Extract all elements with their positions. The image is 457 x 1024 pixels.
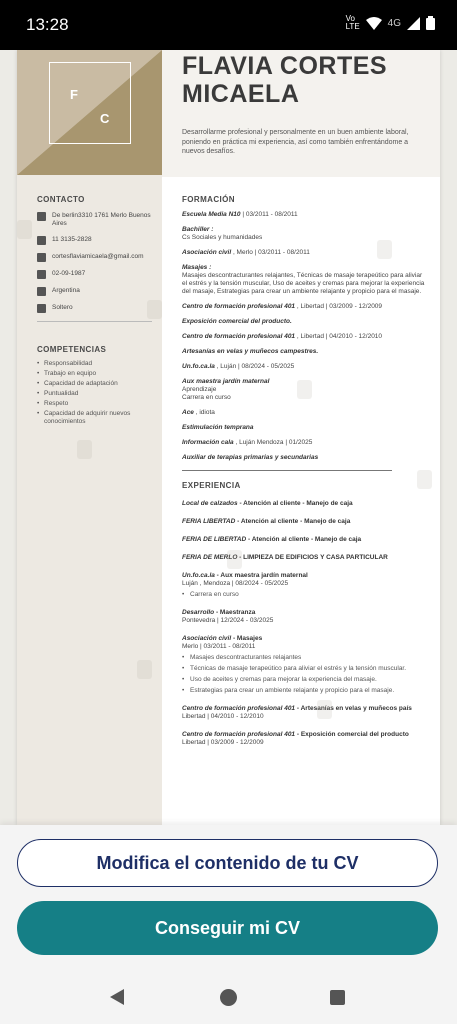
experience-heading xyxy=(182,500,353,507)
cv-document xyxy=(17,50,440,825)
cv-header xyxy=(162,50,440,177)
education-entry xyxy=(182,439,427,447)
education-school xyxy=(182,211,241,218)
status-icons xyxy=(346,15,435,31)
education-entry xyxy=(182,264,427,296)
education-meta: , Merlo | 03/2011 - 08/2011 xyxy=(231,249,310,256)
experience-heading xyxy=(182,518,350,525)
cv-main xyxy=(182,195,427,747)
cv-name xyxy=(182,52,387,108)
experience-role: - LIMPIEZA DE EDIFICIOS Y CASA PARTICULAR xyxy=(237,554,388,561)
education-school-name: Asociación civil xyxy=(182,249,232,256)
experience-entry xyxy=(182,635,427,695)
initials-frame xyxy=(49,62,131,144)
get-cv-button[interactable]: Conseguir mi CV xyxy=(17,901,438,955)
experience-role: - Atención al cliente - Manejo de caja xyxy=(235,518,351,525)
education-school xyxy=(182,378,269,385)
experience-entry xyxy=(182,609,427,625)
education-meta: | 03/2011 - 08/2011 xyxy=(240,211,298,218)
education-school-name: Ace xyxy=(182,409,194,416)
experience-role: - Masajes xyxy=(231,635,263,642)
experience-entry xyxy=(182,500,427,508)
status-bar xyxy=(0,0,457,50)
experience-entry xyxy=(182,554,427,562)
experience-role: - Artesanías en velas y muñecos país xyxy=(295,705,412,712)
education-school xyxy=(182,318,292,325)
education-school-name: Aux maestra jardín maternal xyxy=(182,378,270,385)
education-school-name: Centro de formación profesional 401 xyxy=(182,303,296,310)
education-school-name: Bachiller : xyxy=(182,226,214,233)
watermark-icon xyxy=(137,660,152,679)
watermark-icon xyxy=(317,700,332,719)
cv-name-line2: MICAELA xyxy=(182,80,300,108)
experience-bullet: • Técnicas de masaje terapeútico para aliviar el estrés y la tensión muscular. xyxy=(182,665,427,673)
education-school xyxy=(182,249,231,256)
education-school xyxy=(182,454,318,461)
calendar-icon xyxy=(37,270,46,279)
experience-heading xyxy=(182,554,388,561)
skill-item: • Capacidad de adquirir nuevos conocimientos xyxy=(37,410,152,426)
experience-meta: Libertad | 04/2010 - 12/2010 xyxy=(182,713,264,720)
action-panel xyxy=(0,825,457,970)
experience-bullet: • Uso de aceites y cremas para mejorar la experiencia del masaje. xyxy=(182,676,427,684)
experience-heading xyxy=(182,635,262,642)
education-entry xyxy=(182,303,427,311)
experience-heading xyxy=(182,609,255,616)
education-school-name: Masajes : xyxy=(182,264,212,271)
experience-title: FERIA DE MERLO xyxy=(182,554,238,561)
education-school xyxy=(182,264,211,271)
contact-row xyxy=(37,304,152,313)
watermark-icon xyxy=(147,300,162,319)
experience-title: Centro de formación profesional 401 xyxy=(182,705,296,712)
contact-divider xyxy=(37,321,152,322)
skill-item: • Puntualidad xyxy=(37,390,152,398)
education-entry xyxy=(182,409,427,417)
battery-icon xyxy=(426,16,435,30)
flag-icon xyxy=(37,287,46,296)
education-school-name: Estimulación temprana xyxy=(182,424,254,431)
experience-title: Un.fo.ca.la xyxy=(182,572,215,579)
skill-item: • Trabajo en equipo xyxy=(37,370,152,378)
education-entry xyxy=(182,348,427,356)
location-icon xyxy=(37,212,46,221)
contact-row xyxy=(37,236,152,245)
education-school-name: Escuela Media N10 xyxy=(182,211,241,218)
education-entry xyxy=(182,424,427,432)
contact-text: Argentina xyxy=(52,287,80,294)
contact-row xyxy=(37,253,152,262)
skills-title: COMPETENCIAS xyxy=(37,345,107,354)
experience-role: - Atención al cliente - Manejo de caja xyxy=(246,536,362,543)
experience-heading xyxy=(182,705,412,712)
cv-name-line1: FLAVIA CORTES xyxy=(182,52,388,80)
cv-preview-area[interactable] xyxy=(0,50,457,825)
education-line: Masajes descontracturantes relajantes, Técnicas de masaje terapeútico para aliviar el estrés y la tensión muscular, Uso de aceites y cremas para mejorar la experiencia del masaje, Estrategias para crear un ambiente relajante y propicio para el masaje. xyxy=(182,272,425,295)
skill-item: • Capacidad de adaptación xyxy=(37,380,152,388)
network-label: 4G xyxy=(387,17,401,29)
education-school xyxy=(182,348,318,355)
experience-title: Asociación civil xyxy=(182,635,232,642)
experience-title: Local de calzados xyxy=(182,500,238,507)
contact-text: cortesflaviamicaela@gmail.com xyxy=(52,253,144,260)
contact-title: CONTACTO xyxy=(37,195,85,204)
initial-last: C xyxy=(100,111,110,126)
experience-entry xyxy=(182,536,427,544)
education-entry xyxy=(182,333,427,341)
education-meta: , Libertad | 03/2009 - 12/2009 xyxy=(295,303,383,310)
education-school xyxy=(182,226,213,233)
education-school-name: Auxiliar de terapias primarias y secundarias xyxy=(182,454,319,461)
education-entry xyxy=(182,454,427,462)
education-title: FORMACIÓN xyxy=(182,195,235,204)
experience-meta: Merlo | 03/2011 - 08/2011 xyxy=(182,643,256,650)
experience-heading xyxy=(182,731,409,738)
education-entry xyxy=(182,211,427,219)
volte-icon: Vo LTE xyxy=(345,14,360,31)
watermark-icon xyxy=(77,440,92,459)
home-icon[interactable] xyxy=(220,989,237,1006)
experience-entry xyxy=(182,518,427,526)
status-time: 13:28 xyxy=(26,15,69,34)
education-school xyxy=(182,363,215,370)
education-school-name: Centro de formación profesional 401 xyxy=(182,333,296,340)
experience-title: EXPERIENCIA xyxy=(182,481,241,490)
watermark-icon xyxy=(17,220,32,239)
experience-meta: Luján , Mendoza | 08/2024 - 05/2025 xyxy=(182,580,289,587)
education-meta: , Luján Mendoza | 01/2025 xyxy=(233,439,313,446)
education-meta: , idiota xyxy=(193,409,215,416)
experience-title: FERIA DE LIBERTAD xyxy=(182,536,247,543)
watermark-icon xyxy=(227,550,242,569)
experience-bullet: • Estrategias para crear un ambiente relajante y propicio para el masaje. xyxy=(182,687,427,695)
education-line: Aprendizaje xyxy=(182,386,217,393)
education-school-name: Exposición comercial del producto. xyxy=(182,318,292,325)
contact-text: Soltero xyxy=(52,304,73,311)
experience-title: FERIA LIBERTAD xyxy=(182,518,236,525)
education-school xyxy=(182,439,234,446)
experience-role: - Aux maestra jardín maternal xyxy=(214,572,308,579)
experience-heading xyxy=(182,572,308,579)
contact-text: 11 3135-2828 xyxy=(52,236,92,243)
watermark-icon xyxy=(377,240,392,259)
education-meta: , Libertad | 04/2010 - 12/2010 xyxy=(295,333,383,340)
edit-cv-button[interactable]: Modifica el contenido de tu CV xyxy=(17,839,438,887)
education-school xyxy=(182,409,194,416)
education-line: Carrera en curso xyxy=(182,394,231,401)
education-school-name: Información cala xyxy=(182,439,234,446)
initial-first: F xyxy=(70,87,78,102)
experience-title: Centro de formación profesional 401 xyxy=(182,731,296,738)
skill-item: • Responsabilidad xyxy=(37,360,152,368)
skills-section xyxy=(37,345,152,428)
experience-heading xyxy=(182,536,361,543)
signal-icon xyxy=(407,17,420,30)
experience-bullet: • Masajes descontracturantes relajantes xyxy=(182,654,427,662)
navigation-bar xyxy=(0,970,457,1024)
experience-role: - Exposición comercial del producto xyxy=(295,731,409,738)
education-entry xyxy=(182,318,427,326)
cv-summary: Desarrollarme profesional y personalmente en un buen ambiente laboral, poniendo en práctica mi experiencia, así como también enfrentándome a nuevos desafíos. xyxy=(182,129,409,155)
education-school xyxy=(182,333,295,340)
education-school-name: Artesanías en velas y muñecos campestres. xyxy=(182,348,319,355)
contact-section xyxy=(37,195,152,332)
email-icon xyxy=(37,253,46,262)
cv-sidebar xyxy=(17,50,162,825)
education-school xyxy=(182,424,254,431)
contact-text: 02-09-1987 xyxy=(52,270,86,277)
experience-entry xyxy=(182,731,427,747)
watermark-icon xyxy=(417,470,432,489)
experience-bullet: • Carrera en curso xyxy=(182,591,427,599)
rings-icon xyxy=(37,304,46,313)
experience-meta: Libertad | 03/2009 - 12/2009 xyxy=(182,739,264,746)
contact-row xyxy=(37,287,152,296)
experience-entry xyxy=(182,705,427,721)
education-divider xyxy=(182,470,392,471)
education-entry xyxy=(182,363,427,371)
experience-role: - Atención al cliente - Manejo de caja xyxy=(237,500,353,507)
education-line: Cs Sociales y humanidades xyxy=(182,234,263,241)
photo-placeholder xyxy=(17,50,162,175)
skill-item: • Respeto xyxy=(37,400,152,408)
education-school-name: Un.fo.ca.la xyxy=(182,363,215,370)
phone-icon xyxy=(37,236,46,245)
watermark-icon xyxy=(297,380,312,399)
wifi-icon xyxy=(366,17,382,30)
education-school xyxy=(182,303,295,310)
contact-row xyxy=(37,270,152,279)
experience-role: - Maestranza xyxy=(214,609,256,616)
recents-icon[interactable] xyxy=(330,990,345,1005)
experience-entry xyxy=(182,572,427,599)
contact-text: De berlin3310 1761 Merlo Buenos Aires xyxy=(52,212,151,227)
back-icon[interactable] xyxy=(110,989,124,1005)
education-meta: , Luján | 08/2024 - 05/2025 xyxy=(214,363,295,370)
contact-row xyxy=(37,212,152,228)
experience-title: Desarrollo xyxy=(182,609,215,616)
experience-meta: Pontevedra | 12/2024 - 03/2025 xyxy=(182,617,274,624)
